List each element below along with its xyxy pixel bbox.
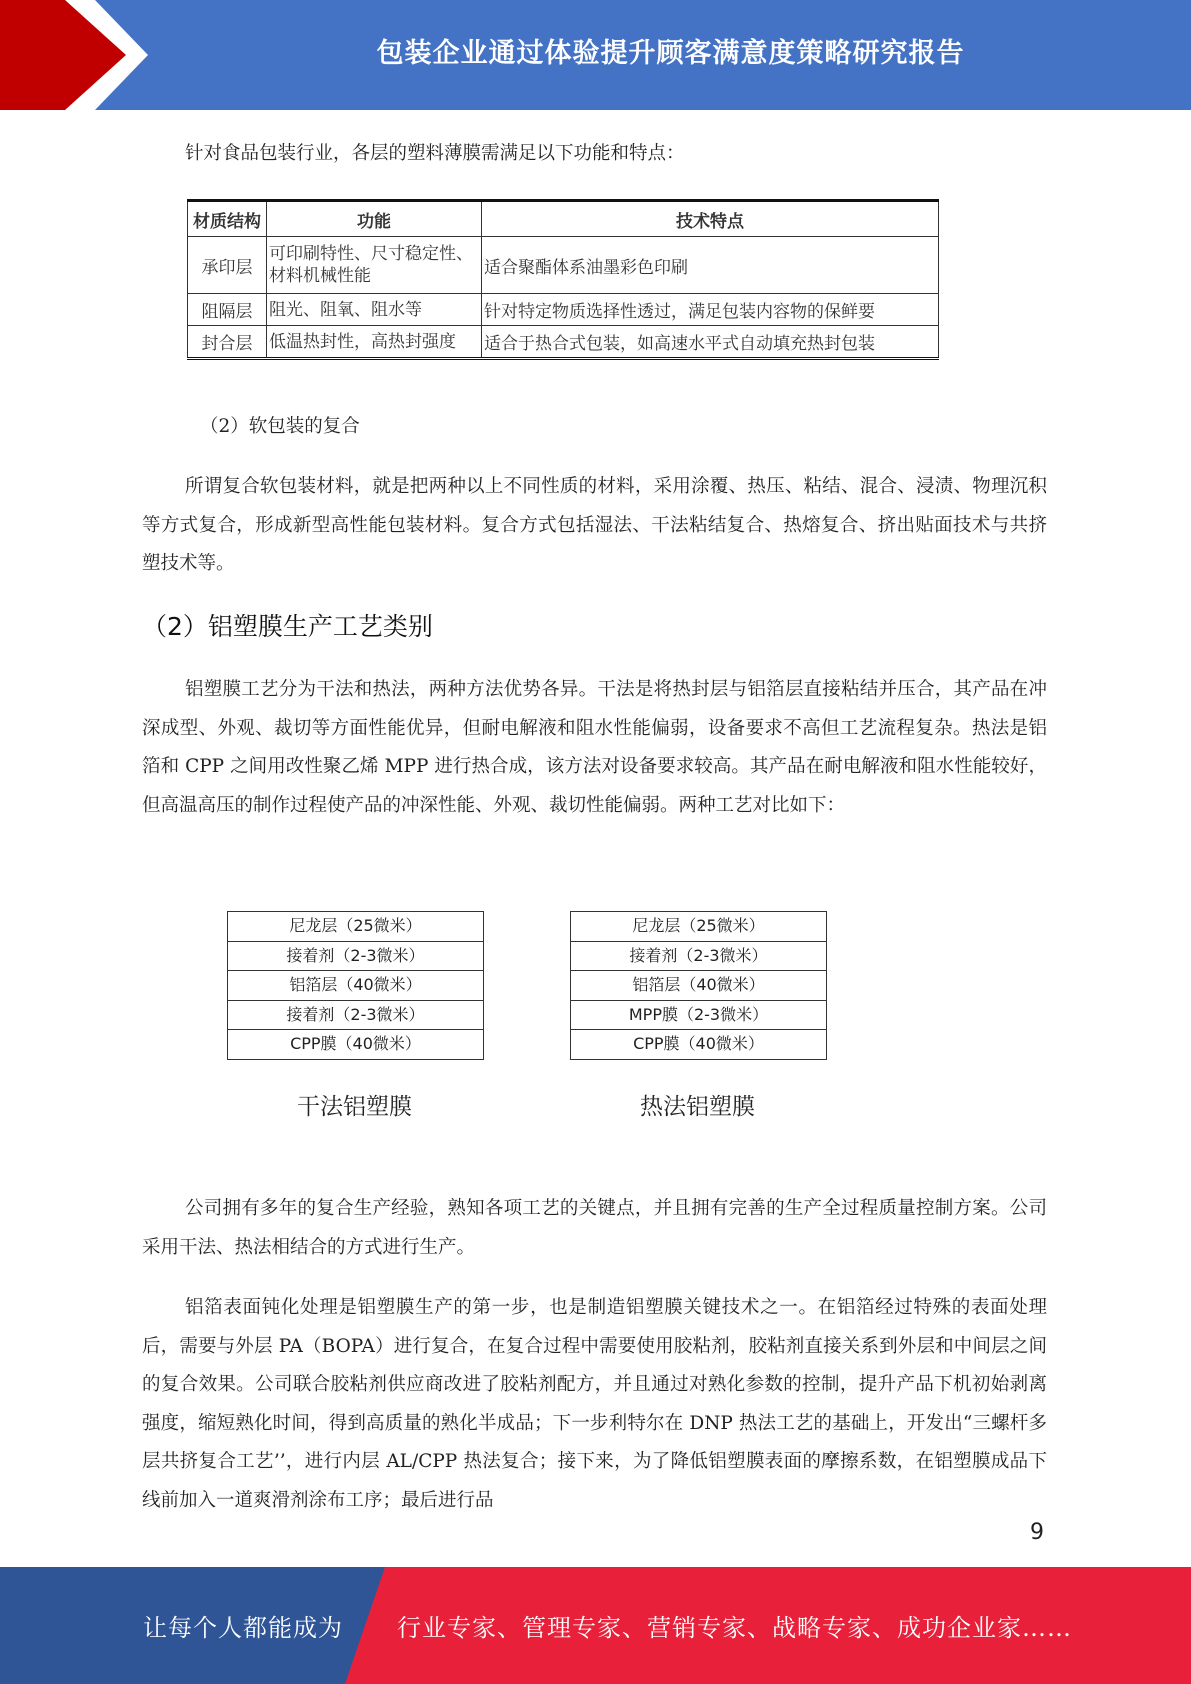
film-layer-table <box>187 199 939 360</box>
table-header-cell: 功能 <box>267 201 482 237</box>
layer: 铝箔层（40微米） <box>571 971 826 1001</box>
table-header-cell: 材质结构 <box>188 201 267 237</box>
page-footer <box>0 1567 1191 1684</box>
table-row <box>188 294 939 326</box>
dry-process-label: 干法铝塑膜 <box>297 1094 412 1120</box>
table-row <box>188 237 939 294</box>
layer: 铝箔层（40微米） <box>228 971 483 1001</box>
layer: 尼龙层（25微米） <box>571 912 826 942</box>
table-cell: 适合聚酯体系油墨彩色印刷 <box>482 237 939 294</box>
table-header-row <box>188 201 939 237</box>
table-cell: 阻隔层 <box>188 294 267 326</box>
layer: 尼龙层（25微米） <box>228 912 483 942</box>
layer: CPP膜（40微米） <box>633 1034 764 1053</box>
paragraph: 铝塑膜工艺分为干法和热法，两种方法优势各异。干法是将热封层与铝箔层直接粘结并压合，其产品在冲深成型、外观、裁切等方面性能优异，但耐电解液和阻水性能偏弱，设备要求不高但工艺流程复杂。热法是铝箔和 CPP 之间用改性聚乙烯 MPP 进行热合成，该方法对设备要求较高。其产品在耐电解液和阻水性能较好，但高温高压的制作过程使产品的冲深性能、外观、裁切性能偏弱。两种工艺对比如下： <box>142 679 1047 816</box>
table-cell: 低温热封性，高热封强度 <box>267 326 482 359</box>
hot-process-layer-stack <box>570 911 827 1060</box>
page-number: 9 <box>1030 1520 1044 1545</box>
paragraph: 公司拥有多年的复合生产经验，熟知各项工艺的关键点，并且拥有完善的生产全过程质量控制方案。公司采用干法、热法相结合的方式进行生产。 <box>142 1198 1047 1258</box>
table-cell: 封合层 <box>188 326 267 359</box>
table-cell: 可印刷特性、尺寸稳定性、材料机械性能 <box>267 237 482 294</box>
layer: 接着剂（2-3微米） <box>228 1001 483 1031</box>
layer: CPP膜（40微米） <box>290 1034 421 1053</box>
table-header-cell: 技术特点 <box>482 201 939 237</box>
table-row <box>188 326 939 359</box>
footer-slogan-right: 行业专家、管理专家、营销专家、战略专家、成功企业家…… <box>397 1614 1072 1642</box>
layer: MPP膜（2-3微米） <box>571 1001 826 1031</box>
paragraph: 铝箔表面钝化处理是铝塑膜生产的第一步，也是制造铝塑膜关键技术之一。在铝箔经过特殊的表面处理后，需要与外层 PA（BOPA）进行复合，在复合过程中需要使用胶粘剂，胶粘剂直接关系到外层和中间层之间的复合效果。公司联合胶粘剂供应商改进了胶粘剂配方，并且通过对熟化参数的控制，提升产品下机初始剥离强度，缩短熟化时间，得到高质量的熟化半成品；下一步利特尔在 DNP 热法工艺的基础上，开发出“三螺杆多层共挤复合工艺’’，进行内层 AL/CPP 热法复合；接下来，为了降低铝塑膜表面的摩擦系数，在铝塑膜成品下线前加入一道爽滑剂涂布工序；最后进行品 <box>142 1297 1047 1511</box>
header-title: 包装企业通过体验提升顾客满意度策略研究报告 <box>376 37 965 69</box>
page-header <box>0 0 1191 110</box>
subheading: （2）软包装的复合 <box>200 416 360 437</box>
footer-slogan-left: 让每个人都能成为 <box>143 1614 343 1642</box>
table-cell: 适合于热合式包装，如高速水平式自动填充热封包装 <box>482 326 939 359</box>
layer: 接着剂（2-3微米） <box>571 942 826 972</box>
layer: 接着剂（2-3微米） <box>228 942 483 972</box>
dry-process-layer-stack <box>227 911 484 1060</box>
hot-process-label: 热法铝塑膜 <box>640 1094 755 1120</box>
paragraph: 所谓复合软包装材料，就是把两种以上不同性质的材料，采用涂覆、热压、粘结、混合、浸渍、物理沉积等方式复合，形成新型高性能包装材料。复合方式包括湿法、干法粘结复合、热熔复合、挤出贴面技术与共挤塑技术等。 <box>142 476 1047 574</box>
table-cell: 阻光、阻氧、阻水等 <box>267 294 482 326</box>
section-heading: （2）铝塑膜生产工艺类别 <box>142 612 433 641</box>
intro-text: 针对食品包装行业，各层的塑料薄膜需满足以下功能和特点： <box>185 143 685 164</box>
table-cell: 承印层 <box>188 237 267 294</box>
table-cell: 针对特定物质选择性透过，满足包装内容物的保鲜要 <box>482 294 939 326</box>
